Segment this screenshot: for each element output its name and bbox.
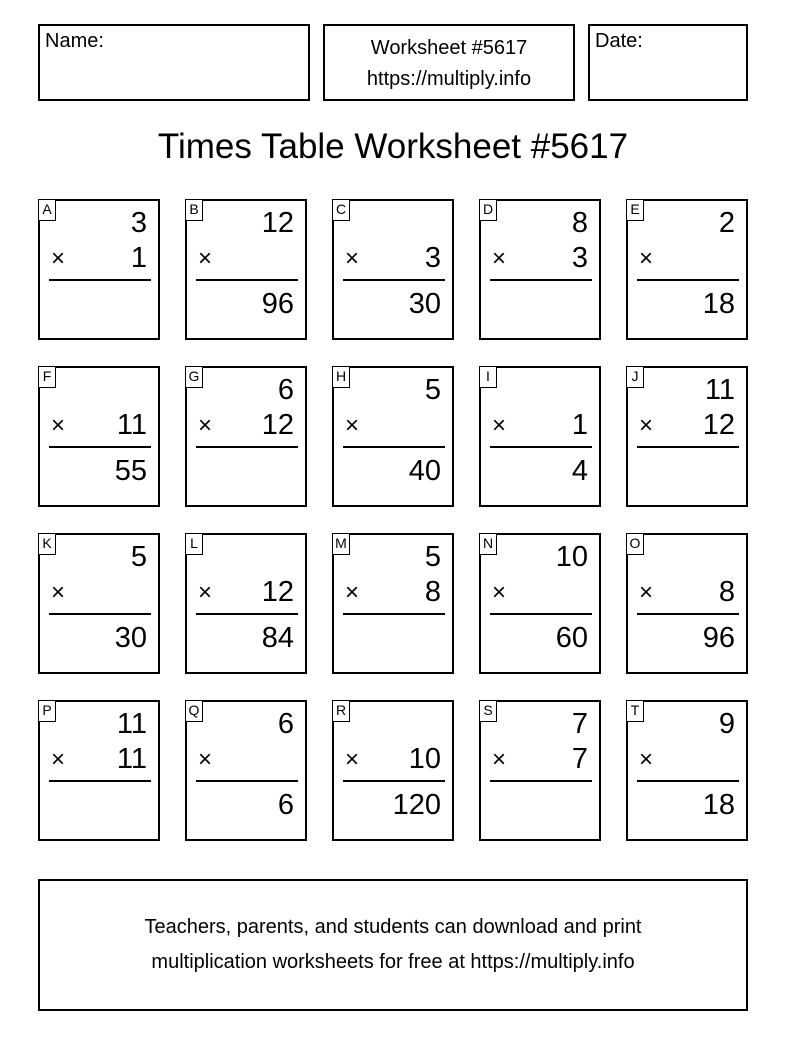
multiplicand: 9 — [718, 708, 735, 740]
answer-rule — [343, 446, 445, 448]
worksheet-number: Worksheet #5617 — [370, 37, 528, 59]
answer-rule — [196, 613, 298, 615]
times-sign: × — [492, 245, 507, 272]
problem-letter: B — [185, 199, 203, 221]
multiplicand: 10 — [555, 541, 588, 573]
multiplier: 7 — [571, 743, 588, 775]
times-sign: × — [639, 412, 654, 439]
multiplicand: 5 — [424, 541, 441, 573]
answer-rule — [196, 279, 298, 281]
multiplicand: 8 — [571, 207, 588, 239]
multiplier: 8 — [718, 576, 735, 608]
multiplier: 11 — [116, 743, 147, 775]
times-sign: × — [51, 746, 66, 773]
problem-letter: S — [479, 700, 497, 722]
product: 55 — [114, 455, 147, 487]
answer-rule — [196, 446, 298, 448]
times-sign: × — [198, 579, 213, 606]
problem-box[interactable] — [185, 366, 307, 507]
problem-letter: H — [332, 366, 350, 388]
multiplicand: 6 — [277, 708, 294, 740]
product: 18 — [702, 789, 735, 821]
multiplier: 1 — [130, 242, 147, 274]
date-field-box[interactable] — [588, 24, 748, 101]
product: 96 — [702, 622, 735, 654]
problem-letter: D — [479, 199, 497, 221]
multiplier: 10 — [408, 743, 441, 775]
problem-letter: A — [38, 199, 56, 221]
product: 30 — [408, 288, 441, 320]
problem-box[interactable] — [479, 199, 601, 340]
problem-letter: J — [626, 366, 644, 388]
answer-rule — [637, 780, 739, 782]
problem-letter: L — [185, 533, 203, 555]
answer-rule — [343, 279, 445, 281]
problem-letter: F — [38, 366, 56, 388]
problem-letter: Q — [185, 700, 203, 722]
footer-note — [38, 879, 748, 1011]
name-label: Name: — [45, 30, 104, 52]
times-sign: × — [345, 579, 360, 606]
multiplicand: 11 — [116, 708, 147, 740]
footer-line-2: multiplication worksheets for free at https://multiply.info — [151, 951, 635, 973]
product: 6 — [277, 789, 294, 821]
multiplier: 11 — [116, 409, 147, 441]
multiplicand: 5 — [130, 541, 147, 573]
product: 96 — [261, 288, 294, 320]
times-sign: × — [345, 746, 360, 773]
product: 40 — [408, 455, 441, 487]
problem-box[interactable] — [479, 366, 601, 507]
answer-rule — [637, 279, 739, 281]
answer-rule — [343, 780, 445, 782]
multiplicand: 3 — [130, 207, 147, 239]
problem-box[interactable] — [38, 199, 160, 340]
product: 120 — [392, 789, 441, 821]
times-sign: × — [492, 579, 507, 606]
times-sign: × — [51, 245, 66, 272]
product: 84 — [261, 622, 294, 654]
multiplicand: 2 — [718, 207, 735, 239]
multiplier: 3 — [424, 242, 441, 274]
worksheet-url: https://multiply.info — [366, 68, 532, 90]
problem-box[interactable] — [626, 199, 748, 340]
answer-rule — [196, 780, 298, 782]
product: 60 — [555, 622, 588, 654]
answer-rule — [637, 446, 739, 448]
footer-line-1: Teachers, parents, and students can download and print — [144, 916, 642, 938]
times-sign: × — [198, 412, 213, 439]
multiplicand: 12 — [261, 207, 294, 239]
problem-letter: R — [332, 700, 350, 722]
date-label: Date: — [595, 30, 643, 52]
times-sign: × — [345, 245, 360, 272]
problem-letter: O — [626, 533, 644, 555]
product: 4 — [571, 455, 588, 487]
answer-rule — [49, 446, 151, 448]
times-sign: × — [198, 746, 213, 773]
problem-box[interactable] — [185, 700, 307, 841]
problem-box[interactable] — [479, 533, 601, 674]
times-sign: × — [198, 245, 213, 272]
multiplicand: 5 — [424, 374, 441, 406]
multiplicand: 7 — [571, 708, 588, 740]
problem-box[interactable] — [332, 533, 454, 674]
problem-box[interactable] — [185, 199, 307, 340]
problem-letter: N — [479, 533, 497, 555]
multiplier: 12 — [702, 409, 735, 441]
problem-box[interactable] — [479, 700, 601, 841]
answer-rule — [637, 613, 739, 615]
problem-box[interactable] — [185, 533, 307, 674]
problem-box[interactable] — [626, 700, 748, 841]
problem-letter: I — [479, 366, 497, 388]
multiplier: 1 — [571, 409, 588, 441]
times-sign: × — [51, 412, 66, 439]
answer-rule — [490, 446, 592, 448]
problem-letter: C — [332, 199, 350, 221]
name-field-box[interactable] — [38, 24, 310, 101]
answer-rule — [49, 780, 151, 782]
times-sign: × — [639, 746, 654, 773]
product: 30 — [114, 622, 147, 654]
multiplicand: 11 — [704, 374, 735, 406]
problem-box[interactable] — [626, 366, 748, 507]
problem-box[interactable] — [332, 366, 454, 507]
times-sign: × — [639, 245, 654, 272]
problem-box[interactable] — [332, 199, 454, 340]
problem-letter: P — [38, 700, 56, 722]
multiplier: 3 — [571, 242, 588, 274]
answer-rule — [490, 613, 592, 615]
worksheet-id-box — [323, 24, 575, 101]
answer-rule — [343, 613, 445, 615]
problem-box[interactable] — [38, 366, 160, 507]
problem-letter: G — [185, 366, 203, 388]
answer-rule — [49, 279, 151, 281]
problem-box[interactable] — [38, 533, 160, 674]
times-sign: × — [639, 579, 654, 606]
problem-letter: K — [38, 533, 56, 555]
times-sign: × — [345, 412, 360, 439]
problem-box[interactable] — [332, 700, 454, 841]
problem-letter: T — [626, 700, 644, 722]
answer-rule — [490, 780, 592, 782]
problem-box[interactable] — [38, 700, 160, 841]
multiplier: 12 — [261, 576, 294, 608]
multiplier: 12 — [261, 409, 294, 441]
problem-letter: M — [332, 533, 350, 555]
times-sign: × — [492, 412, 507, 439]
times-sign: × — [51, 579, 66, 606]
answer-rule — [490, 279, 592, 281]
multiplier: 8 — [424, 576, 441, 608]
times-sign: × — [492, 746, 507, 773]
answer-rule — [49, 613, 151, 615]
multiplicand: 6 — [277, 374, 294, 406]
problem-box[interactable] — [626, 533, 748, 674]
product: 18 — [702, 288, 735, 320]
page-title: Times Table Worksheet #5617 — [157, 127, 629, 166]
problem-letter: E — [626, 199, 644, 221]
